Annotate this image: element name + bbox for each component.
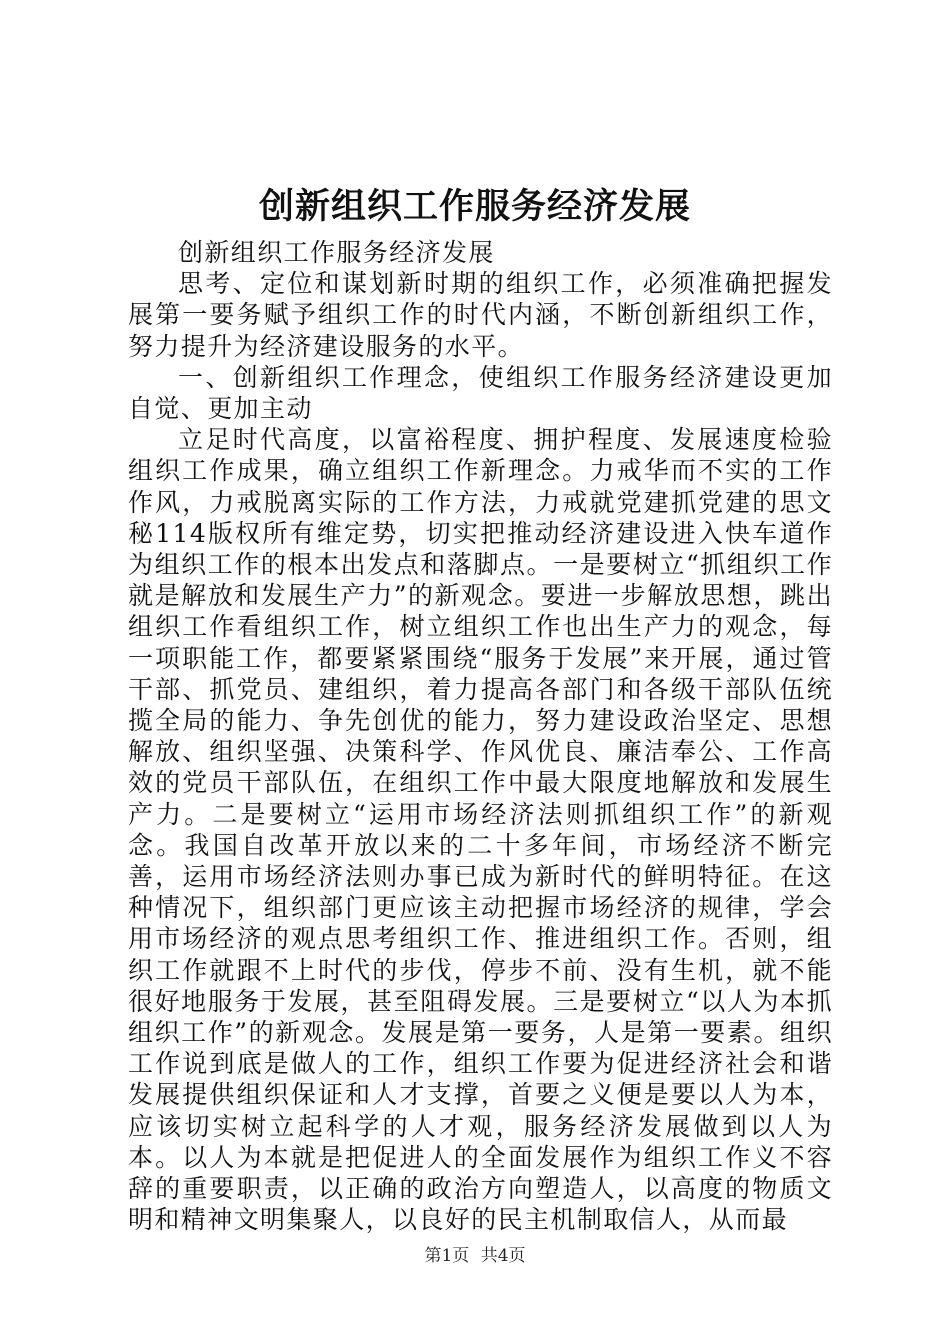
- page-number: 第1页: [424, 1246, 470, 1266]
- body-paragraph: 立足时代高度，以富裕程度、拥护程度、发展速度检验组织工作成果，确立组织工作新理念。力戒华而不实的工作作风，力戒脱离实际的工作方法，力戒就党建抓党建的思文秘114版权所有维定势，切实把推动经济建设进入快车道作为组织工作的根本出发点和落脚点。一是要树立“抓组织工作就是解放和发展生产力”的新观念。要进一步解放思想，跳出组织工作看组织工作，树立组织工作也出生产力的观念，每一项职能工作，都要紧紧围绕“服务于发展”来开展，通过管干部、抓党员、建组织，着力提高各部门和各级干部队伍统揽全局的能力、争先创优的能力，努力建设政治坚定、思想解放、组织坚强、决策科学、作风优良、廉洁奉公、工作高效的党员干部队伍，在组织工作中最大限度地解放和发展生产力。二是要树立“运用市场经济法则抓组织工作”的新观念。我国自改革开放以来的二十多年间，市场经济不断完善，运用市场经济法则办事已成为新时代的鲜明特征。在这种情况下，组织部门更应该主动把握市场经济的规律，学会用市场经济的观点思考组织工作、推进组织工作。否则，组织工作就跟不上时代的步伐，停步不前、没有生机，就不能很好地服务于发展，甚至阻碍发展。三是要树立“以人为本抓组织工作”的新观念。发展是第一要务，人是第一要素。组织工作说到底是做人的工作，组织工作要为促进经济社会和谐发展提供组织保证和人才支撑，首要之义便是要以人为本，应该切实树立起科学的人才观，服务经济发展做到以人为本。以人为本就是把促进人的全面发展作为组织工作义不容辞的重要职责，以正确的政治方向塑造人，以高度的物质文明和精神文明集聚人，以良好的民主机制取信人，从而最: [128, 425, 833, 1235]
- subtitle-paragraph: 创新组织工作服务经济发展: [178, 238, 495, 267]
- intro-paragraph: 思考、定位和谋划新时期的组织工作，必须准确把握发展第一要务赋予组织工作的时代内涵，不断创新组织工作，努力提升为经济建设服务的水平。: [128, 269, 833, 361]
- page-total: 共4页: [480, 1246, 526, 1266]
- document-title: 创新组织工作服务经济发展: [258, 186, 691, 227]
- document-body: [128, 237, 833, 1236]
- section-heading-paragraph: 一、创新组织工作理念，使组织工作服务经济建设更加自觉、更加主动: [128, 362, 833, 424]
- page-footer: [0, 1244, 950, 1268]
